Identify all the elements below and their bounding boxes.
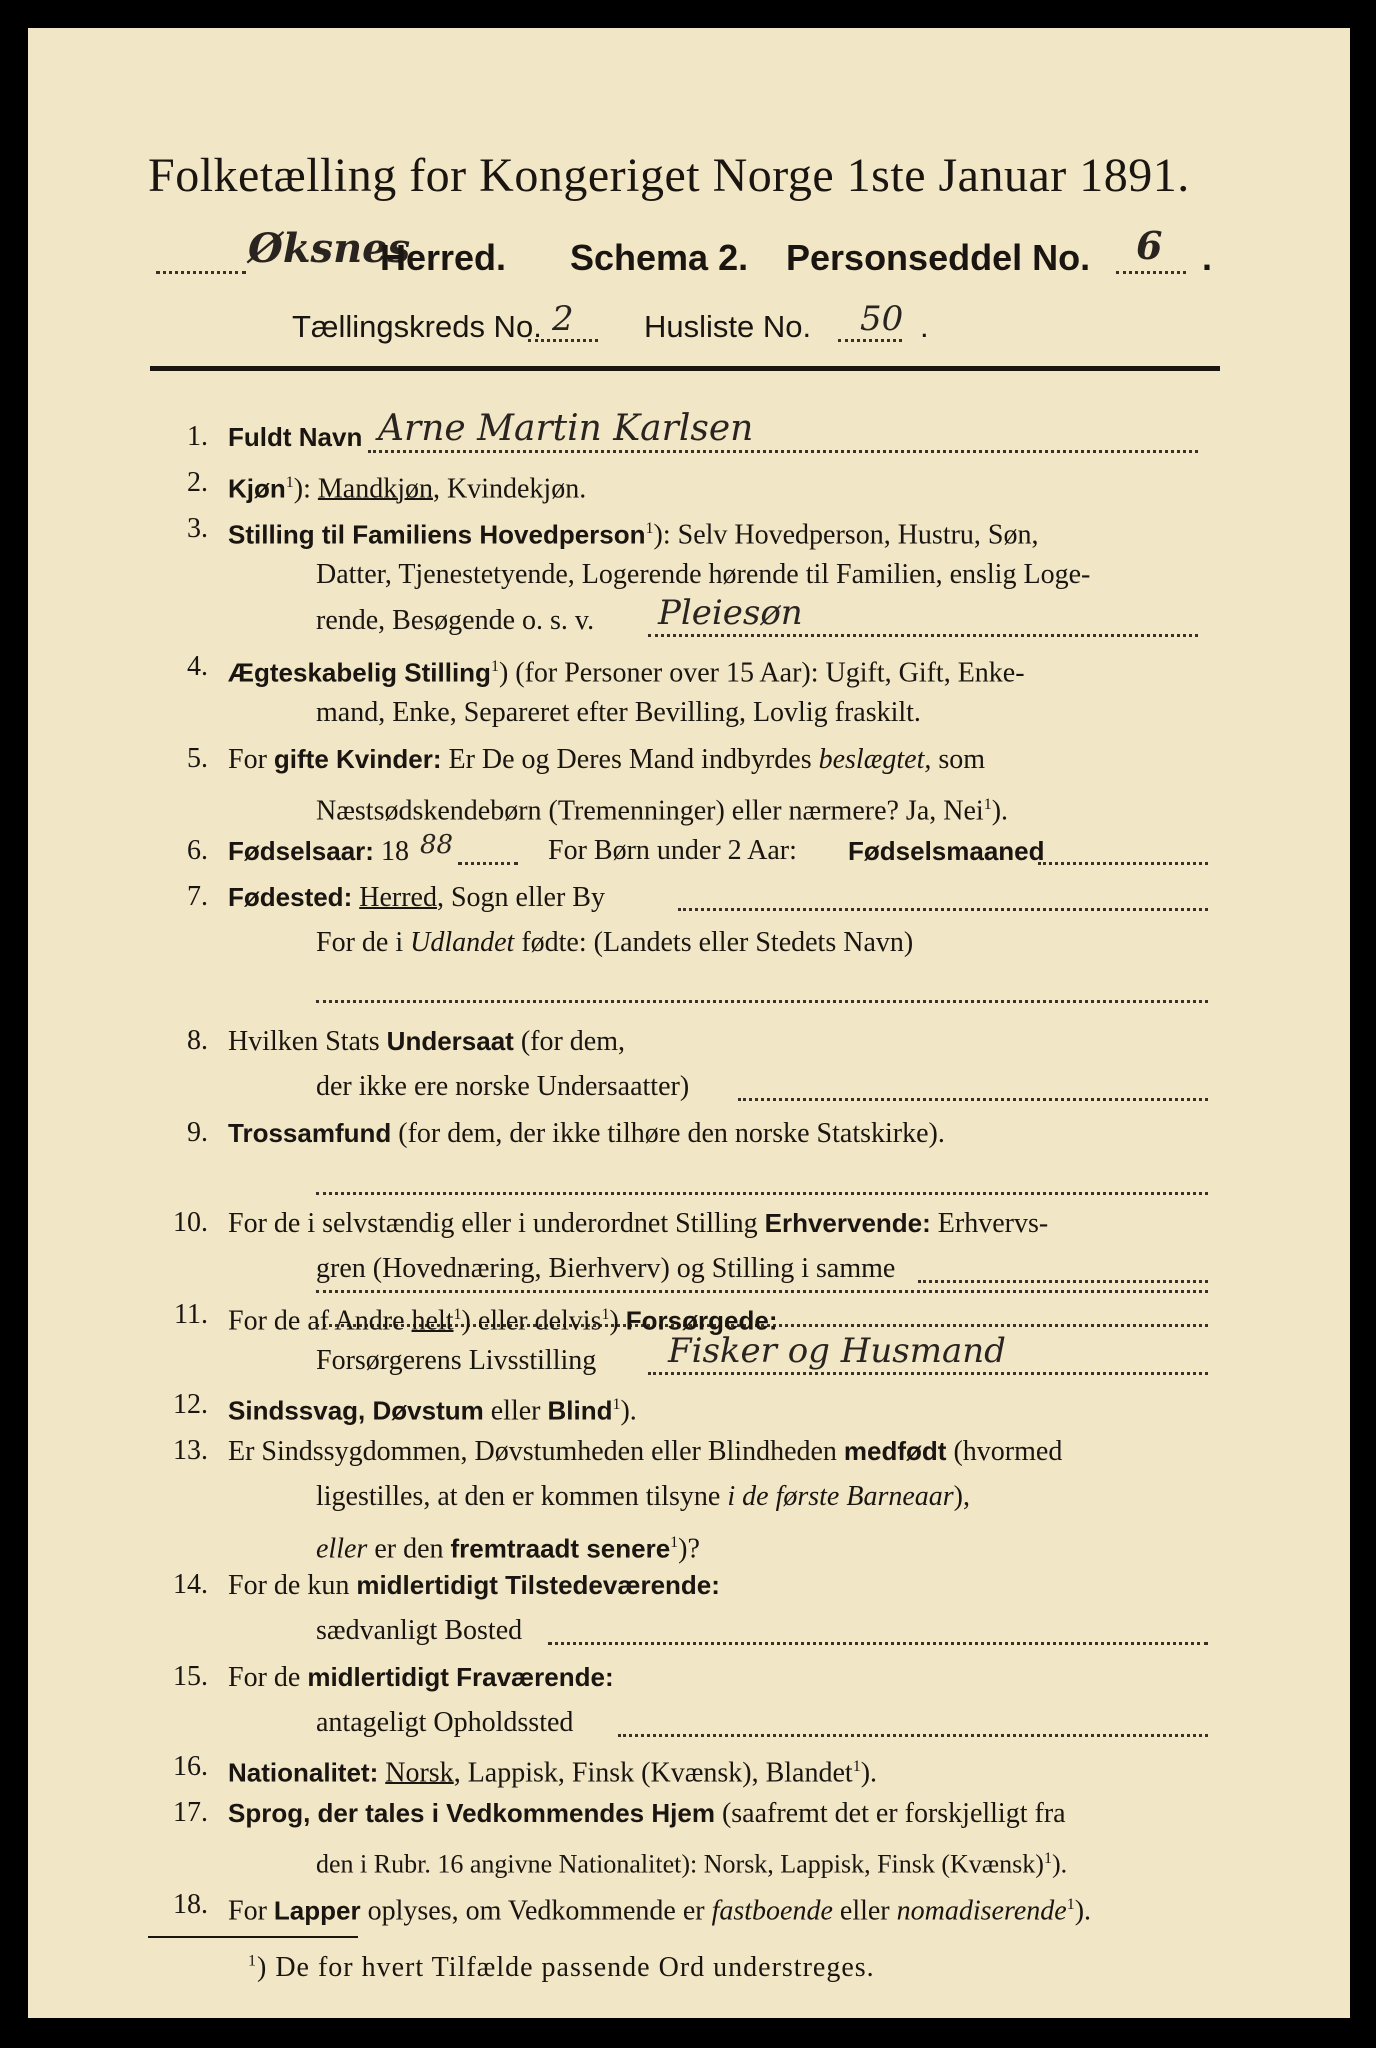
footnote: $^1$) De for hvert Tilfælde passende Ord understreges. [248, 1952, 875, 1983]
header-rule [150, 366, 1220, 371]
answer-herred: Herred [359, 882, 437, 913]
name-answer: Arne Martin Karlsen [378, 408, 754, 449]
husliste-label: Husliste No. [644, 309, 812, 344]
question-13: 13. Er Sindssygdommen, Døvstumheden eller Blindheden medfødt (hvormed ligestilles, at den er kommen tilsyne i de første Barneaar), eller er den fremtraadt senere$^1$)? [173, 1435, 1063, 1565]
herred-answer: Øksnes [248, 225, 411, 272]
tellingskreds-number: 2 [552, 299, 574, 339]
footnote-rule [148, 1936, 358, 1938]
answer-helt: helt [411, 1305, 454, 1337]
question-9: 9. Trossamfund (for dem, der ikke tilhøre den norske Statskirke). [168, 1110, 1228, 1210]
herred-line: Øksnes Herred. Schema 2. Personseddel No. 6 . [156, 233, 1216, 281]
question-3: 3. Stilling til Familiens Hovedperson$^1$): Selv Hovedperson, Hustru, Søn, Datter, Tjenestetyende, Logerende hørende til Familien, enslig Loge- rende, Besøgende o. s. v. Pleiesøn [168, 506, 1228, 646]
schema-label: Schema 2. [570, 237, 749, 278]
personseddel-label: Personseddel No. [786, 237, 1091, 278]
tellingskreds-line: Tællingskreds No. 2 Husliste No. 50 . [292, 299, 929, 344]
question-7: 7. Fødested: Herred, Sogn eller By For de i Udlandet fødte: (Landets eller Stedets Navn) [168, 874, 1228, 1014]
birth-year-answer: 88 [420, 830, 454, 860]
husliste-number: 50 [860, 299, 904, 339]
tellingskreds-label: Tællingskreds No. [292, 309, 542, 344]
form-title: Folketælling for Kongeriget Norge 1ste Januar 1891. [148, 149, 1190, 202]
herred-label: Herred. [380, 237, 507, 278]
answer-mandkjon: Mandkjøn [317, 473, 433, 505]
answer-norsk: Norsk [385, 1757, 454, 1789]
forsorger-answer: Fisker og Husmand [668, 1331, 1006, 1371]
stilling-answer: Pleiesøn [658, 593, 803, 633]
census-form: Folketælling for Kongeriget Norge 1ste Januar 1891. Øksnes Herred. Schema 2. Personseddel No. 6 . Tællingskreds No. 2 Husliste No. 50 . 1. Fuldt Navn Arne Martin Karlsen 2. Kjøn$^1$): Mandkjøn, Kvindekjøn. 3. Stilling til Familiens Hovedperson$^1$): Selv Hovedperson, Hustru, Søn, Datter, Tjenestetyende, Logerende hørende til Familien, enslig Loge- rende, Besøgende o. s. v. Pleiesøn 4. Ægteskabelig Stilling$^1$) (for Personer over 15 Aar): Ugift, Gift, Enke- mand, Enke, Separeret efter Bevilling, Lovlig fraskilt. 5. For gifte Kvinder: Er De og Deres Mand indbyrdes beslægtet, som Næstsødskendebørn (Tremenninger) eller nærmere? Ja, Nei$^1$). 6. Fødselsaar: 18 88 For Børn under 2 Aar: Fødselsmaaned 7. Fødested: Herred, Sogn eller By For de i Udlandet fødte: (Landets eller Stedets Navn) 8. Hvilken Stats Undersaat (for dem, der ikke ere norske Undersaatter) 9. Trossamfund (for dem, der ikke tilhøre den norske Statskirke). 10. For de i selvstændig eller i underordnet Stilling Erhvervende: Erhvervs- gren (Hovednæring, Bierhverv) og Stilling i samme 11. For de af Andre helt$^1$) eller delvis$^1$) Forsørgede: Forsørgerens Livsstilling Fisker og Husmand 12. Sindssvag, Døvstum eller Blind$^1$). 13. Er Sindssygdommen, Døvstumheden eller Blindheden medfødt (hvormed ligestilles, at den er kommen tilsyne i de første Barneaar), eller er den fremtraadt senere$^1$)? 14. For de kun midlertidigt Tilstedeværende: sædvanligt Bosted 15. For de midlertidigt Fraværende: antageligt Opholdssted 16. Nationalitet: Norsk, Lappisk, Finsk (Kvænsk), Blandet$^1$). 17. Sprog, der tales i Vedkommendes Hjem (saafremt det er forskjelligt fra den i Rubr. 16 angivne Nationalitet): Norsk, Lappisk, Finsk (Kvænsk)$^1$). $^1$) De for hvert Tilfælde passende Ord understreges. 18. For Lapper oplyses, om Vedkommende er fastboende eller nomadiserende$^1$). [28, 28, 1350, 2018]
question-10: 10. For de i selvstændig eller i underordnet Stilling Erhvervende: Erhvervs- gren (Hovednæring, Bierhverv) og Stilling i samme [168, 1200, 1228, 1360]
question-11: 11. For de af Andre helt$^1$) eller delvis$^1$) Forsørgede: Forsørgerens Livsstilling Fisker og Husmand [168, 1292, 1228, 1392]
personseddel-number: 6 [1136, 223, 1163, 268]
